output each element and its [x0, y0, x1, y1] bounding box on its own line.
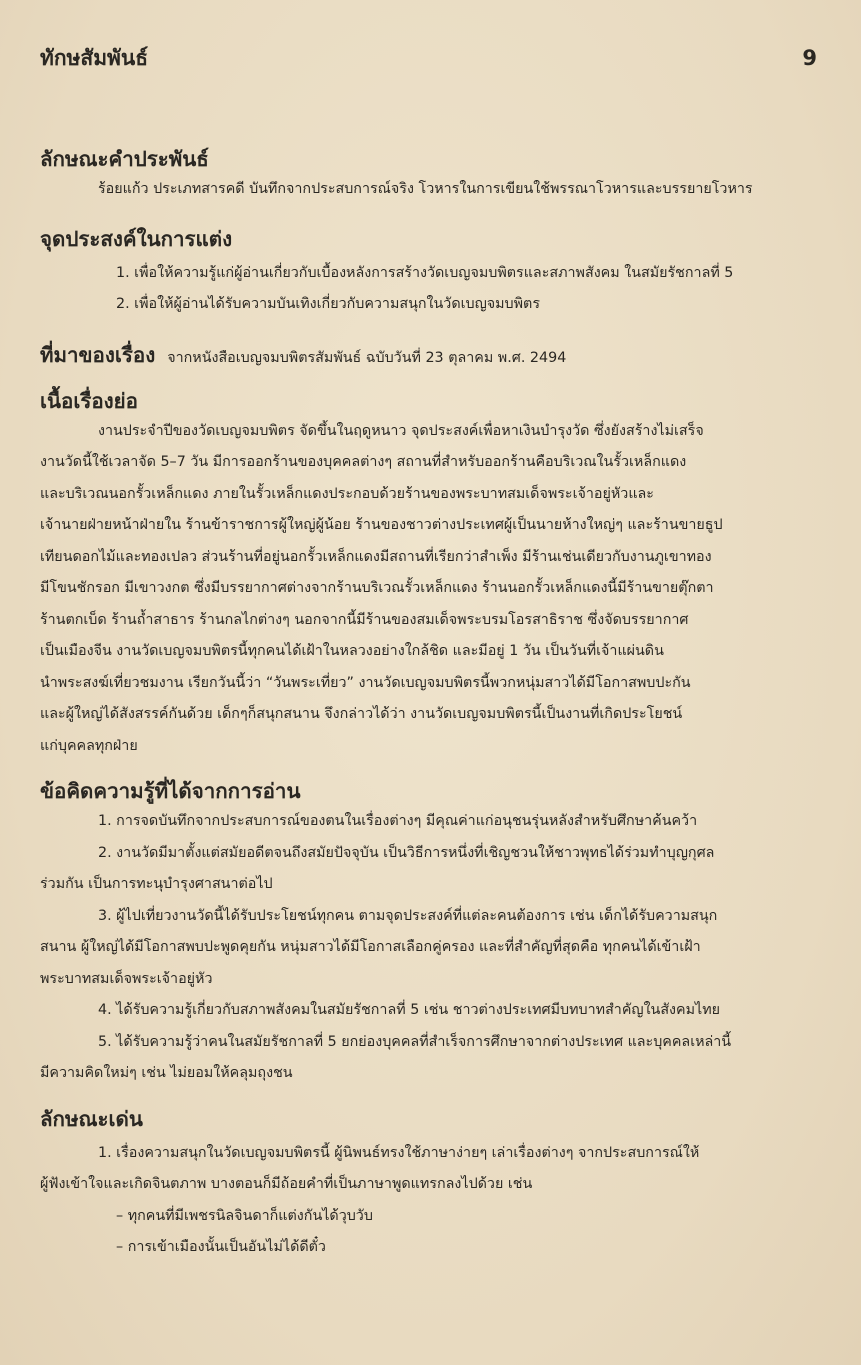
section-purpose	[40, 224, 821, 321]
paragraph-line: เจ้านายฝ่ายหน้าฝ่ายใน ร้านข้าราชการผู้ใหญ่ผู้น้อย ร้านของชาวต่างประเทศผู้เป็นนายห้างใหญ่ๆ และร้านขายธูป	[40, 517, 723, 533]
list-item: 5. ได้รับความรู้ว่าคนในสมัยรัชกาลที่ 5 ยกย่องบุคคลที่สำเร็จการศึกษาจากต่างประเทศ และบุคคลเหล่านี้	[98, 1033, 732, 1050]
page-number: 9	[802, 46, 817, 70]
list-item-continuation: พระบาทสมเด็จพระเจ้าอยู่หัว	[40, 970, 213, 987]
running-title: ทักษสัมพันธ์	[40, 46, 149, 70]
section-heading: จุดประสงค์ในการแต่ง	[40, 226, 233, 251]
paragraph-line: ร้านตกเบ็ด ร้านถ้ำสาธาร ร้านกลไกต่างๆ นอกจากนี้มีร้านของสมเด็จพระบรมโอรสาธิราช ซึ่งจัดบรรยากาศ	[40, 611, 689, 628]
list-item-continuation: มีความคิดใหม่ๆ เช่น ไม่ยอมให้คลุมถุงชน	[40, 1065, 293, 1081]
section-heading: เนื้อเรื่องย่อ	[40, 388, 138, 413]
paragraph-line: มีโขนชักรอก มีเขาวงกต ซึ่งมีบรรยากาศต่างจากร้านบริเวณรั้วเหล็กแดง ร้านนอกรั้วเหล็กแดงนี้มีร้านขายตุ๊กตา	[40, 580, 714, 596]
paragraph-line: และบริเวณนอกรั้วเหล็กแดง ภายในรั้วเหล็กแดงประกอบด้วยร้านของพระบาทสมเด็จพระเจ้าอยู่หัวและ	[40, 485, 654, 502]
list-item: 2. เพื่อให้ผู้อ่านได้รับความบันเทิงเกี่ยวกับความสนุกในวัดเบญจมบพิตร	[116, 296, 541, 312]
section-highlights	[40, 1104, 821, 1264]
list-item-continuation: สนาน ผู้ใหญ่ได้มีโอกาสพบปะพูดคุยกัน หนุ่มสาวได้มีโอกาสเลือกคู่ครอง และที่สำคัญที่สุดคือ ทุกคนได้เข้าเฝ้า	[40, 939, 701, 955]
list-item: 4. ได้รับความรู้เกี่ยวกับสภาพสังคมในสมัยรัชกาลที่ 5 เช่น ชาวต่างประเทศมีบทบาทสำคัญในสังคมไทย	[98, 1002, 721, 1018]
section-heading: ข้อคิดความรู้ที่ได้จากการอ่าน	[40, 779, 301, 803]
section-source	[40, 339, 821, 372]
paragraph-line: นำพระสงฆ์เที่ยวชมงาน เรียกวันนี้ว่า “วันพระเที่ยว” งานวัดเบญจมบพิตรนี้พวกหนุ่มสาวได้มีโอกาสพบปะกัน	[40, 674, 691, 691]
source-label: ที่มาของเรื่อง	[40, 342, 156, 367]
quote-line: – ทุกคนที่มีเพชรนิลจินดาก็แต่งกันได้วุบวับ	[116, 1207, 373, 1224]
quote-line: – การเข้าเมืองนั้นเป็นอันไม่ได้ดีตั๋ว	[116, 1239, 326, 1255]
section-characteristics	[40, 144, 821, 206]
section-heading: ลักษณะเด่น	[40, 1106, 143, 1131]
paragraph-line: งานวัดนี้ใช้เวลาจัด 5–7 วัน มีการออกร้านของบุคคลต่างๆ สถานที่สำหรับออกร้านคือบริเวณในรั้วเหล็กแดง	[40, 454, 687, 470]
section-summary	[40, 386, 821, 763]
paragraph-line: และผู้ใหญ่ได้สังสรรค์กันด้วย เด็กๆก็สนุกสนาน จึงกล่าวได้ว่า งานวัดเบญจมบพิตรนี้เป็นงานที่เกิดประโยชน์	[40, 706, 683, 722]
section-heading: ลักษณะคำประพันธ์	[40, 147, 209, 171]
paragraph-line: เป็นเมืองจีน งานวัดเบญจมบพิตรนี้ทุกคนได้เฝ้าในหลวงอย่างใกล้ชิด และมีอยู่ 1 วัน เป็นวันที่เจ้าแผ่นดิน	[40, 643, 664, 659]
paragraph-line: 1. เรื่องความสนุกในวัดเบญจมบพิตรนี้ ผู้นิพนธ์ทรงใช้ภาษาง่ายๆ เล่าเรื่องต่างๆ จากประสบการณ์ให้	[98, 1144, 700, 1161]
paragraph: ร้อยแก้ว ประเภทสารคดี บันทึกจากประสบการณ์จริง โวหารในการเขียนใช้พรรณาโวหารและบรรยายโวหาร	[98, 181, 753, 197]
source-text: จากหนังสือเบญจมบพิตรสัมพันธ์ ฉบับวันที่ 23 ตุลาคม พ.ศ. 2494	[167, 349, 567, 366]
list-item: 1. การจดบันทึกจากประสบการณ์ของตนในเรื่องต่างๆ มีคุณค่าแก่อนุชนรุ่นหลังสำหรับศึกษาค้นคว้า	[98, 813, 698, 829]
list-item: 3. ผู้ไปเที่ยวงานวัดนี้ได้รับประโยชน์ทุกคน ตามจุดประสงค์ที่แต่ละคนต้องการ เช่น เด็กได้รับความสนุก	[98, 907, 718, 924]
list-item: 1. เพื่อให้ความรู้แก่ผู้อ่านเกี่ยวกับเบื้องหลังการสร้างวัดเบญจมบพิตรและสภาพสังคม ในสมัยรัชกาลที่ 5	[116, 264, 734, 281]
list-item-continuation: ร่วมกัน เป็นการทะนุบำรุงศาสนาต่อไป	[40, 876, 273, 892]
list-item: 2. งานวัดมีมาตั้งแต่สมัยอดีตจนถึงสมัยปัจจุบัน เป็นวิธีการหนึ่งที่เชิญชวนให้ชาวพุทธได้ร่วมทำบุญกุศล	[98, 844, 715, 861]
paragraph-line: ผู้ฟังเข้าใจและเกิดจินตภาพ บางตอนก็มีถ้อยคำที่เป็นภาษาพูดแทรกลงไปด้วย เช่น	[40, 1176, 533, 1192]
paragraph-line: แก่บุคคลทุกฝ่าย	[40, 737, 138, 754]
paragraph-line: เทียนดอกไม้และทองเปลว ส่วนร้านที่อยู่นอกรั้วเหล็กแดงมีสถานที่เรียกว่าสำเพ็ง มีร้านเช่นเดียวกับงานภูเขาทอง	[40, 548, 712, 565]
running-header	[40, 42, 821, 82]
section-lessons	[40, 776, 821, 1090]
paragraph-line: งานประจำปีของวัดเบญจมบพิตร จัดขึ้นในฤดูหนาว จุดประสงค์เพื่อหาเงินบำรุงวัด ซึ่งยังสร้างไม่เสร็จ	[98, 422, 704, 439]
